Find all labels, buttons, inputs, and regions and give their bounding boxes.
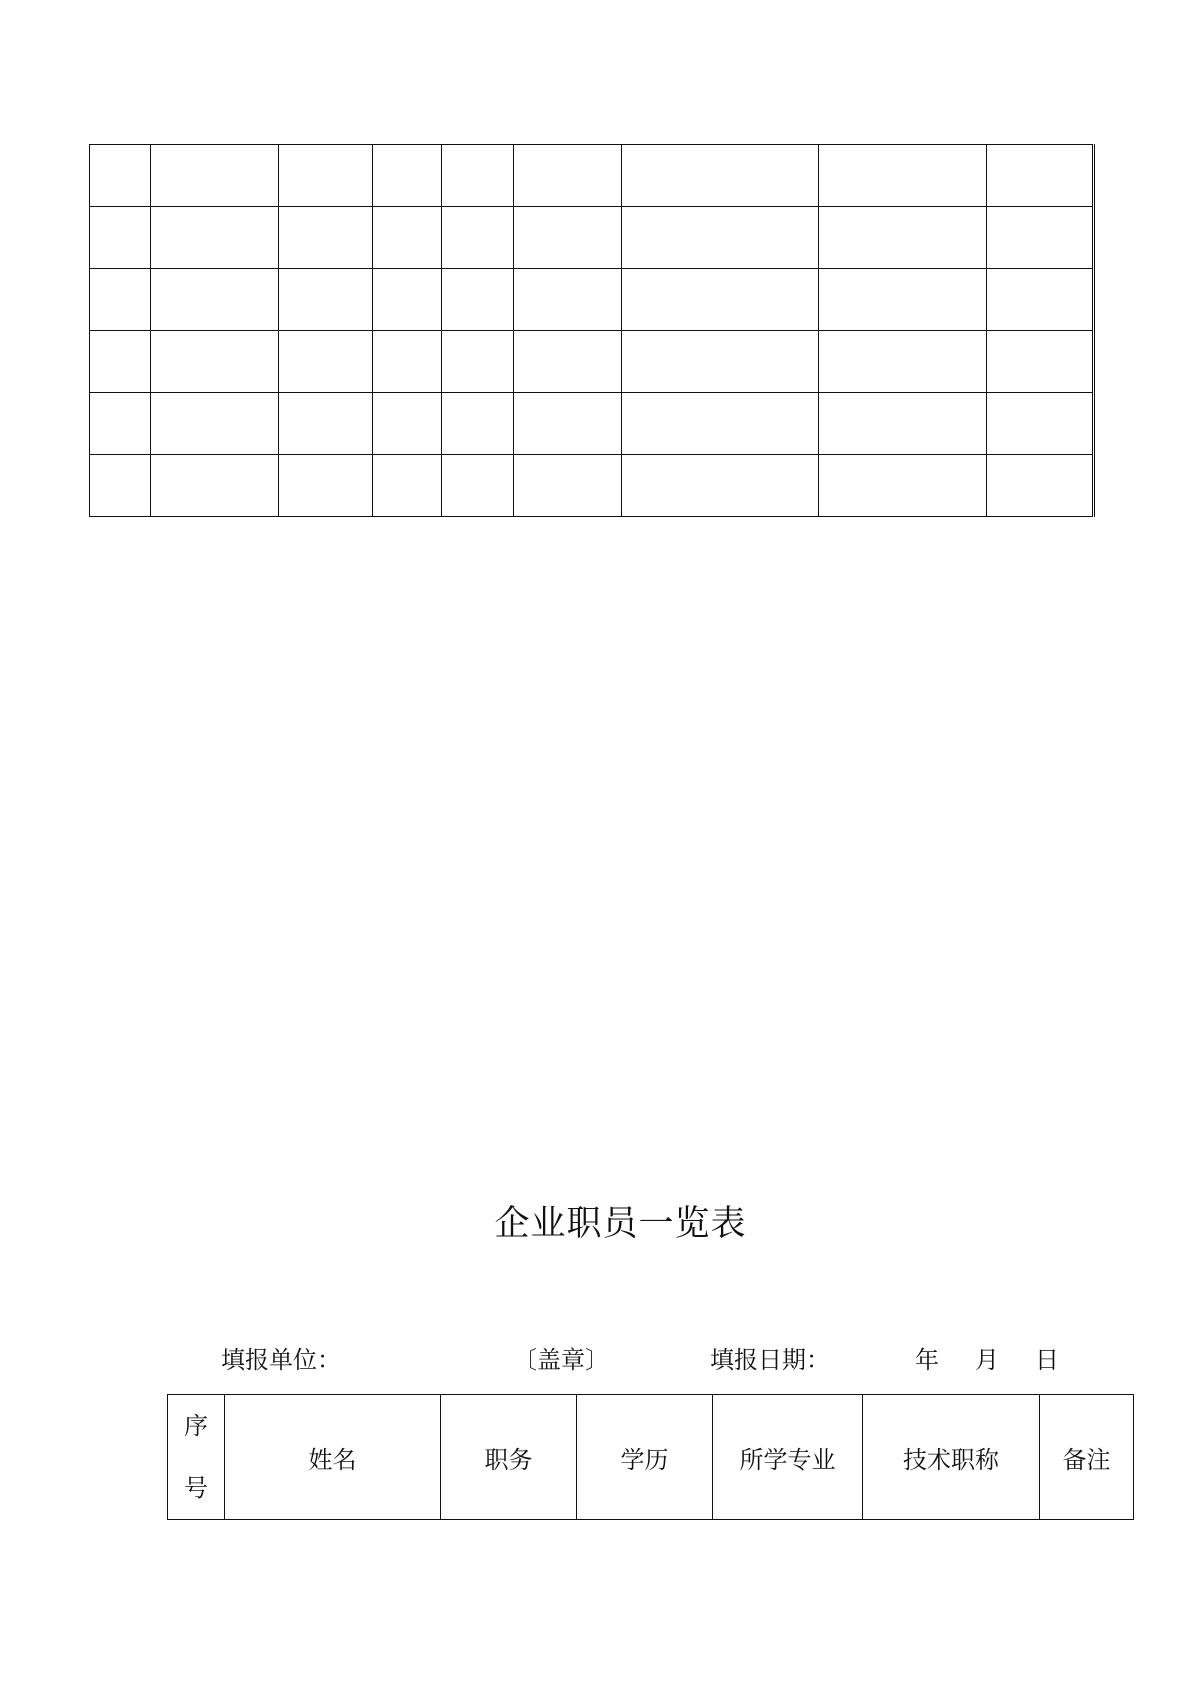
table-cell[interactable] bbox=[442, 455, 514, 517]
table-cell[interactable] bbox=[819, 269, 987, 331]
header-cell-tech-title: 技术职称 bbox=[863, 1395, 1040, 1520]
table-cell[interactable] bbox=[622, 145, 819, 207]
table-cell[interactable] bbox=[151, 269, 279, 331]
staff-list-table bbox=[167, 1394, 1134, 1520]
table-cell[interactable] bbox=[279, 145, 373, 207]
table-cell[interactable] bbox=[514, 331, 622, 393]
table-cell[interactable] bbox=[819, 455, 987, 517]
table-cell[interactable] bbox=[373, 331, 442, 393]
page-title: 企业职员一览表 bbox=[494, 1204, 747, 1244]
table-row bbox=[90, 455, 1094, 517]
table-cell[interactable] bbox=[279, 269, 373, 331]
table-cell[interactable] bbox=[622, 331, 819, 393]
table-cell[interactable] bbox=[514, 269, 622, 331]
header-cell-major: 所学专业 bbox=[713, 1395, 863, 1520]
table-cell[interactable] bbox=[819, 207, 987, 269]
header-cell-seq bbox=[168, 1395, 225, 1520]
table-cell[interactable] bbox=[987, 145, 1094, 207]
table-cell[interactable] bbox=[514, 455, 622, 517]
header-seq-bottom: 号 bbox=[184, 1474, 208, 1502]
header-cell-position: 职务 bbox=[441, 1395, 577, 1520]
table-cell[interactable] bbox=[279, 455, 373, 517]
table-cell[interactable] bbox=[151, 207, 279, 269]
table-row bbox=[90, 145, 1094, 207]
table-cell[interactable] bbox=[151, 393, 279, 455]
table-cell[interactable] bbox=[442, 207, 514, 269]
table-cell[interactable] bbox=[987, 393, 1094, 455]
table-row bbox=[90, 207, 1094, 269]
header-seq-top: 序 bbox=[184, 1412, 208, 1440]
table-cell[interactable] bbox=[987, 331, 1094, 393]
table-row bbox=[90, 331, 1094, 393]
table-cell[interactable] bbox=[90, 207, 151, 269]
fill-date-label: 填报日期： bbox=[710, 1346, 830, 1374]
table-cell[interactable] bbox=[819, 145, 987, 207]
table-cell[interactable] bbox=[442, 145, 514, 207]
table-cell[interactable] bbox=[373, 145, 442, 207]
table-cell[interactable] bbox=[442, 331, 514, 393]
table-cell[interactable] bbox=[90, 145, 151, 207]
header-cell-education: 学历 bbox=[577, 1395, 713, 1520]
table-cell[interactable] bbox=[90, 455, 151, 517]
table-cell[interactable] bbox=[514, 393, 622, 455]
table-cell[interactable] bbox=[622, 393, 819, 455]
header-cell-remarks: 备注 bbox=[1040, 1395, 1134, 1520]
table-cell[interactable] bbox=[90, 393, 151, 455]
table-cell[interactable] bbox=[987, 455, 1094, 517]
table-cell[interactable] bbox=[622, 455, 819, 517]
table-row bbox=[90, 393, 1094, 455]
table-header-row bbox=[168, 1395, 1134, 1520]
table-cell[interactable] bbox=[90, 331, 151, 393]
table-cell[interactable] bbox=[442, 269, 514, 331]
table-cell[interactable] bbox=[373, 455, 442, 517]
table-cell[interactable] bbox=[279, 331, 373, 393]
table-cell[interactable] bbox=[514, 145, 622, 207]
table-cell[interactable] bbox=[987, 207, 1094, 269]
table-cell[interactable] bbox=[819, 393, 987, 455]
table-cell[interactable] bbox=[151, 331, 279, 393]
table-cell[interactable] bbox=[373, 269, 442, 331]
table-cell[interactable] bbox=[373, 207, 442, 269]
table-cell[interactable] bbox=[819, 331, 987, 393]
table-cell[interactable] bbox=[622, 269, 819, 331]
month-label: 月 bbox=[975, 1346, 999, 1374]
table-cell[interactable] bbox=[151, 145, 279, 207]
seal-label: 〔盖章〕 bbox=[513, 1346, 609, 1374]
table-cell[interactable] bbox=[514, 207, 622, 269]
day-label: 日 bbox=[1035, 1346, 1059, 1374]
fill-unit-label: 填报单位： bbox=[221, 1346, 341, 1374]
table-cell[interactable] bbox=[373, 393, 442, 455]
year-label: 年 bbox=[915, 1346, 939, 1374]
table-cell[interactable] bbox=[151, 455, 279, 517]
table-cell[interactable] bbox=[987, 269, 1094, 331]
table-cell[interactable] bbox=[622, 207, 819, 269]
header-cell-name: 姓名 bbox=[225, 1395, 441, 1520]
table-cell[interactable] bbox=[279, 207, 373, 269]
table-cell[interactable] bbox=[90, 269, 151, 331]
table-cell[interactable] bbox=[279, 393, 373, 455]
table-cell[interactable] bbox=[442, 393, 514, 455]
table-row bbox=[90, 269, 1094, 331]
blank-grid-table bbox=[89, 144, 1095, 517]
